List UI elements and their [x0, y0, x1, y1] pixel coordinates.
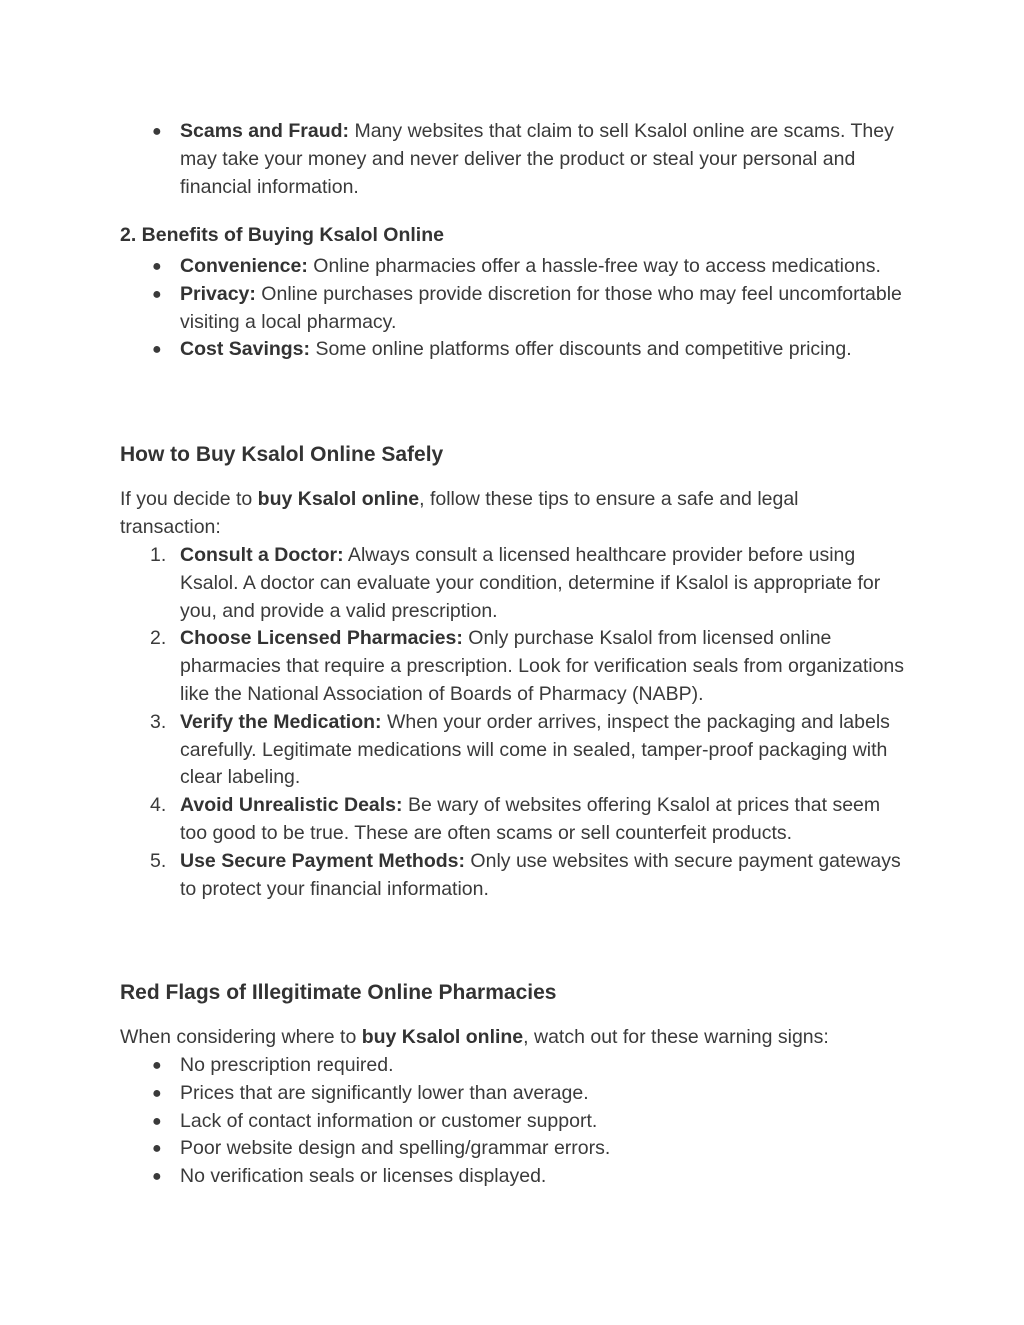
- item-text: Only purchase Ksalol from licensed online pharmacies that require a prescription. Look for verification seals from organizations like the National Association of Boards of Pharmacy (NABP).: [180, 627, 905, 705]
- risks-list: [120, 118, 912, 201]
- item-number: 1.: [150, 544, 167, 566]
- red-flags-list: [120, 1052, 912, 1191]
- item-number: 4.: [150, 794, 167, 817]
- item-text: Some online platforms offer discounts and competitive pricing.: [310, 338, 852, 361]
- item-number: 3.: [150, 710, 167, 733]
- item-text: Poor website design and spelling/grammar errors.: [180, 1137, 611, 1160]
- item-label: Scams and Fraud:: [180, 120, 350, 142]
- list-item: [120, 253, 912, 281]
- item-text: No verification seals or licenses displayed.: [180, 1165, 547, 1188]
- list-item: [120, 1080, 912, 1108]
- list-item: [120, 281, 912, 337]
- bullet-icon: ●: [152, 1084, 162, 1102]
- intro-text: , watch out for these warning signs:: [523, 1026, 829, 1048]
- bullet-icon: ●: [152, 341, 162, 359]
- red-flags-heading: Red Flags of Illegitimate Online Pharmacies: [120, 981, 557, 1004]
- item-text: Online pharmacies offer a hassle-free way to access medications.: [307, 255, 881, 277]
- item-label: Privacy:: [180, 282, 256, 305]
- intro-text: When considering where to: [120, 1026, 362, 1048]
- item-text: Only use websites with secure payment gateways to protect your financial information.: [180, 849, 901, 900]
- benefits-heading: 2. Benefits of Buying Ksalol Online: [120, 224, 444, 246]
- safety-intro: [120, 486, 880, 542]
- intro-bold: buy Ksalol online: [361, 1026, 524, 1048]
- bullet-icon: ●: [152, 1140, 162, 1158]
- item-label: Choose Licensed Pharmacies:: [180, 627, 463, 650]
- list-item: [120, 792, 912, 848]
- intro-bold: buy Ksalol online: [257, 488, 420, 510]
- list-item: [120, 1163, 912, 1191]
- list-item: [120, 848, 912, 904]
- intro-text: If you decide to: [120, 488, 258, 510]
- bullet-icon: ●: [152, 1057, 162, 1074]
- safety-tips-list: [120, 542, 912, 903]
- item-label: Cost Savings:: [180, 338, 311, 361]
- benefits-list: [120, 253, 912, 364]
- item-text: When your order arrives, inspect the packaging and labels carefully. Legitimate medications will come in sealed, tamper-proof packaging with clear labeling.: [180, 710, 890, 789]
- item-label: Use Secure Payment Methods:: [180, 849, 466, 872]
- intro-text: , follow these tips to ensure a safe and legal transaction:: [120, 488, 799, 538]
- item-text: No prescription required.: [180, 1054, 394, 1076]
- item-text: Lack of contact information or customer support.: [180, 1109, 598, 1132]
- item-number: 2.: [150, 627, 167, 650]
- list-item: [120, 336, 912, 364]
- list-item: [120, 1108, 912, 1136]
- list-item: [120, 1135, 912, 1163]
- item-label: Consult a Doctor:: [180, 544, 344, 566]
- bullet-icon: ●: [152, 1112, 162, 1130]
- list-item: [120, 625, 912, 708]
- item-label: Convenience:: [180, 255, 308, 277]
- item-label: Avoid Unrealistic Deals:: [180, 794, 403, 817]
- bullet-icon: ●: [152, 258, 162, 275]
- list-item: [120, 118, 912, 201]
- list-item: [120, 709, 912, 792]
- red-flags-intro: [120, 1024, 880, 1052]
- item-number: 5.: [150, 849, 167, 872]
- list-item: [120, 1052, 912, 1080]
- item-text: Online purchases provide discretion for those who may feel uncomfortable visiting a local pharmacy.: [180, 282, 902, 333]
- safety-heading: How to Buy Ksalol Online Safely: [120, 443, 444, 466]
- item-text: Always consult a licensed healthcare provider before using Ksalol. A doctor can evaluate your condition, determine if Ksalol is appropriate for you, and provide a valid prescription.: [180, 544, 881, 622]
- list-item: [120, 542, 912, 625]
- bullet-icon: ●: [152, 123, 162, 140]
- item-text: Be wary of websites offering Ksalol at prices that seem too good to be true. These are often scams or sell counterfeit products.: [180, 794, 881, 844]
- item-label: Verify the Medication:: [180, 710, 382, 733]
- bullet-icon: ●: [152, 285, 162, 303]
- bullet-icon: ●: [152, 1168, 162, 1186]
- item-text: Prices that are significantly lower than average.: [180, 1081, 589, 1104]
- item-text: Many websites that claim to sell Ksalol online are scams. They may take your money and never deliver the product or steal your personal and financial information.: [180, 120, 894, 198]
